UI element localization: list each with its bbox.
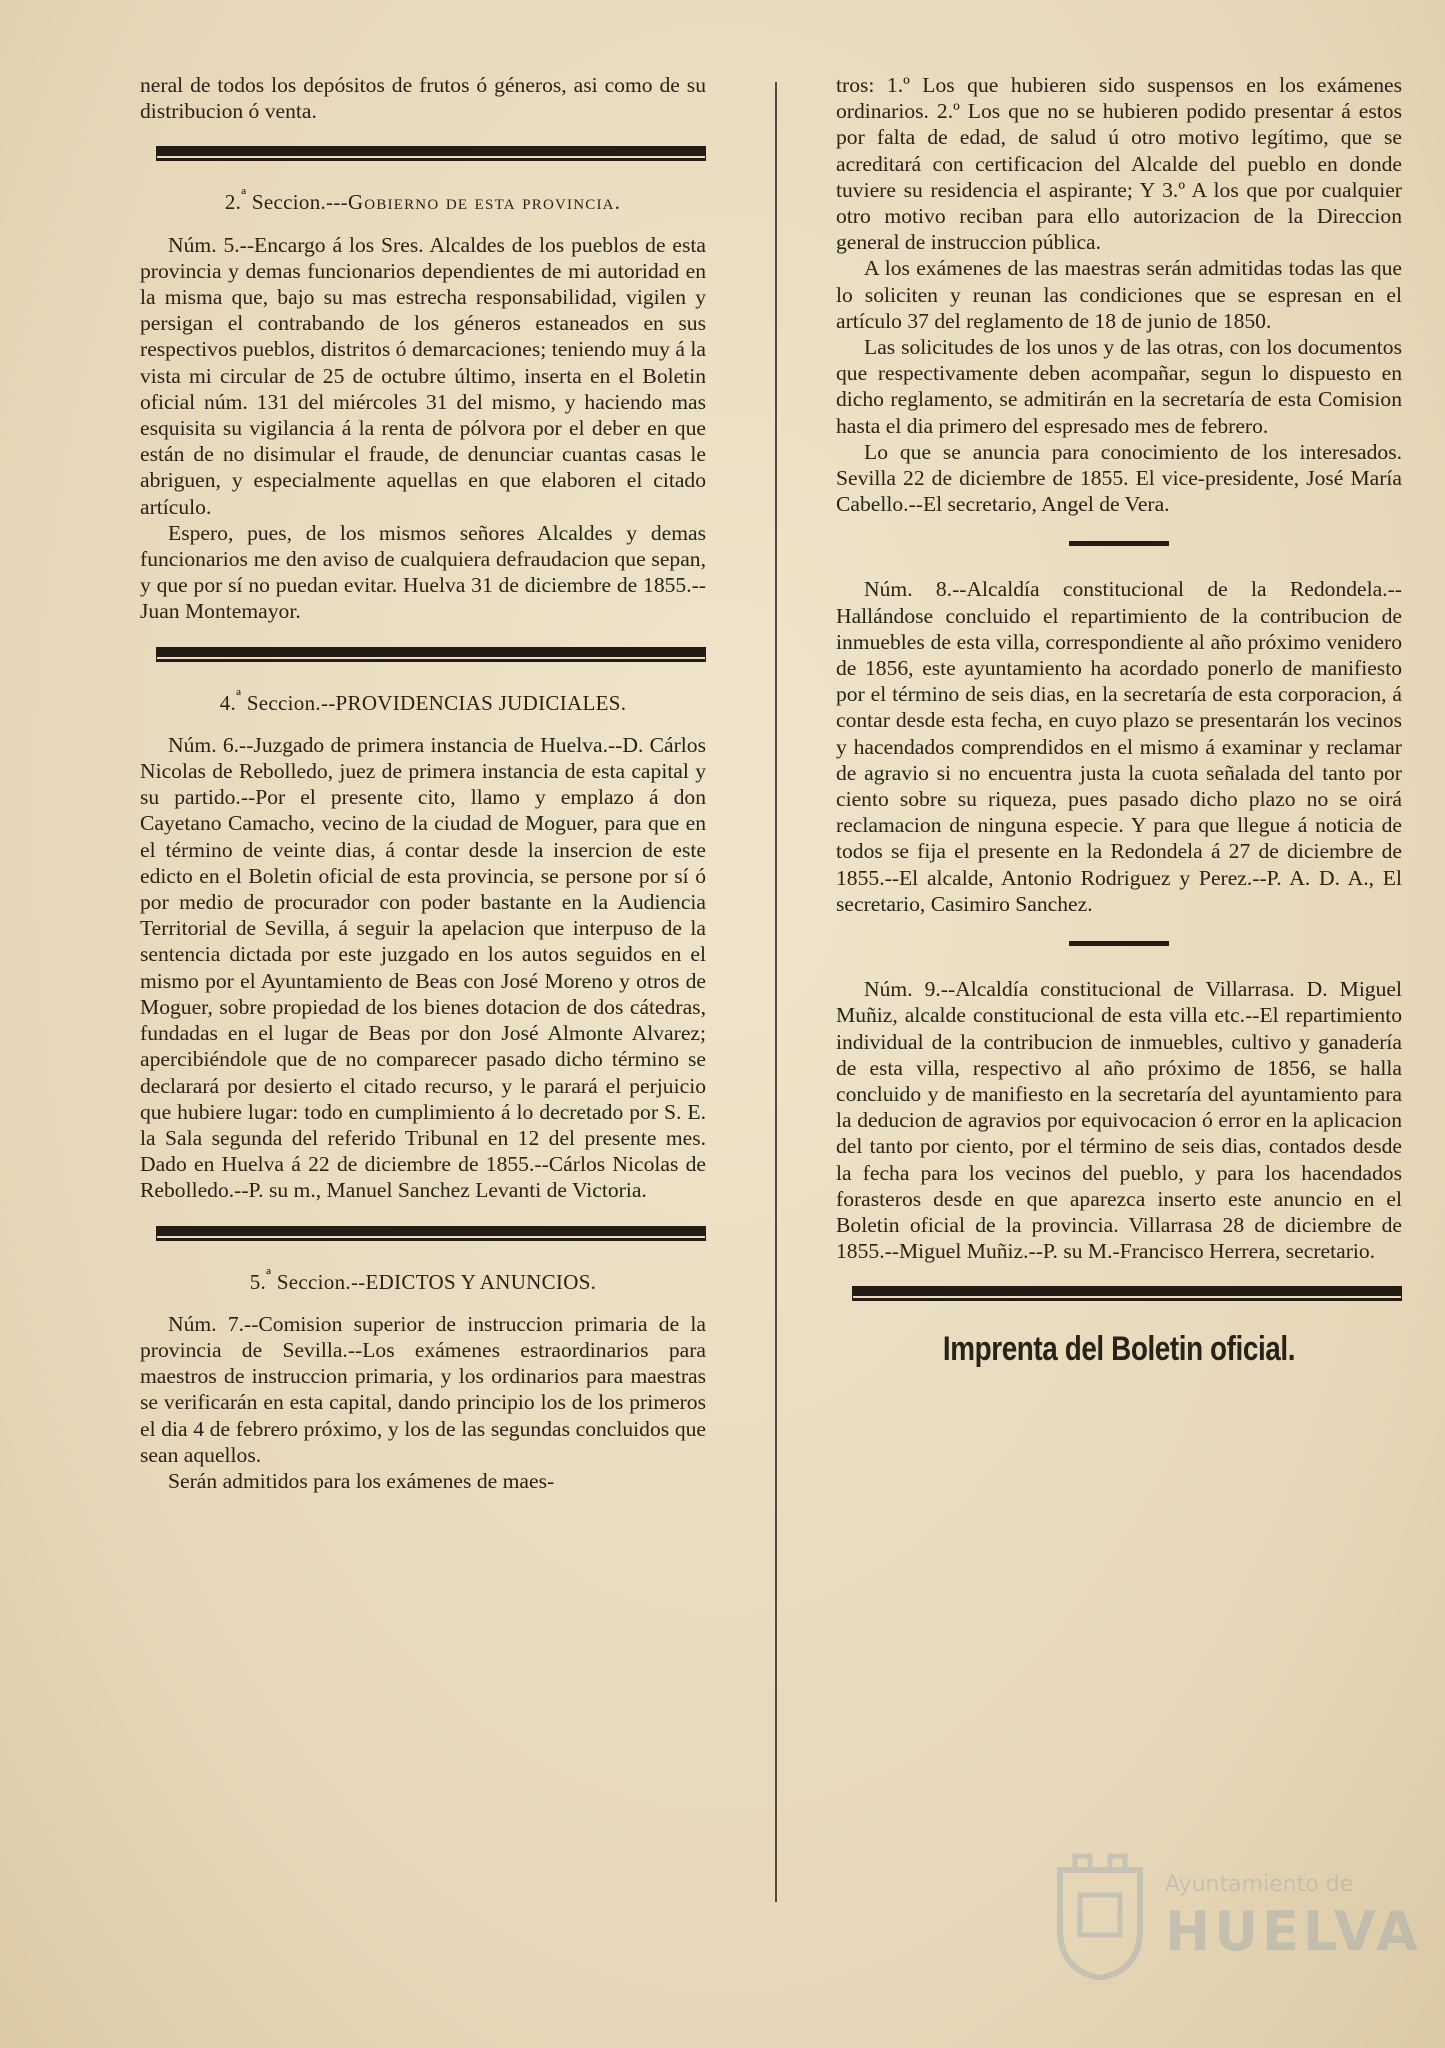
num7-paragraph-2: Serán admitidos para los exámenes de maes- — [168, 1468, 555, 1493]
section-title: EDICTOS Y ANUNCIOS. — [365, 1269, 597, 1294]
section-rule — [156, 146, 706, 156]
num6-paragraph: Núm. 6.--Juzgado de primera instancia de Huelva.--D. Cárlos Nicolas de Rebolledo, juez de primera instancia de esta capital y su partido.--Por el presente cito, llamo y emplazo á don Cayetano Camacho, vecino de la ciudad de Moguer, para que en el término de veinte dias, á contar desde la insercion de este edicto en el Boletin oficial de esta provincia, se persone por sí ó por medio de procurador con poder bastante en la Audiencia Territorial de Sevilla, á seguir la apelacion que interpuso de la sentencia dictada por este juzgado en los autos seguidos en el mismo por el Ayuntamiento de Beas con José Moreno y otros de Moguer, sobre propiedad de los bienes dotacion de dos cátedras, fundadas en el lugar de Beas por don José Almonte Alvarez; apercibiéndole que de no comparecer pasado dicho término se declarará por desierto el citado recurso, y le parará el perjuicio que hubiere lugar: todo en cumplimiento á lo decretado por S. E. la Sala segunda del referido Tribunal en 12 del presente mes. Dado en Huelva á 22 de diciembre de 1855.--Cárlos Nicolas de Rebolledo.--P. su m., Manuel Sanchez Levanti de Victoria. — [140, 732, 706, 1203]
section-rule — [156, 1226, 706, 1236]
section-rule — [852, 1286, 1402, 1296]
section-number: 2. — [224, 190, 242, 215]
num5-paragraph-1: Núm. 5.--Encargo á los Sres. Alcaldes de los pueblos de esta provincia y demas funcionarios dependientes de mi autoridad en la misma que, bajo su mas estrecha responsabilidad, vigilen y persigan el contrabando de los géneros estaneados en sus respectivos pueblos, distritos ó demarcaciones; teniendo muy á la vista mi circular de 25 de octubre último, inserta en el Boletin oficial núm. 131 del miércoles 31 del mismo, y haciendo mas esquisita su vigilancia á la renta de pólvora por el deber en que están de no disimular el fraude, de denunciar cuantas casas le abriguen, y especialmente aquellas en que elaboren el citado artículo. — [140, 232, 706, 519]
num7-paragraph-5: Lo que se anuncia para conocimiento de los interesados. Sevilla 22 de diciembre de 1855. El vice-presidente, José María Cabello.--El secretario, Angel de Vera. — [836, 439, 1402, 517]
section-title: Gobierno de esta provincia. — [347, 190, 622, 215]
section-5-heading: 5.$^ª$ Seccion.--EDICTOS Y ANUNCIOS. — [249, 1264, 597, 1294]
section-label: Seccion.-- — [246, 690, 336, 715]
intro-paragraph: neral de todos los depósitos de frutos ó géneros, asi como de su distribucion ó venta. — [140, 73, 706, 124]
right-column — [836, 72, 1402, 1369]
city-crest-icon — [1050, 1850, 1150, 1980]
watermark — [1050, 1850, 1422, 1990]
num7-paragraph-1: Núm. 7.--Comision superior de instruccion primaria de la provincia de Sevilla.--Los exámenes estraordinarios para maestros de instruccion primaria, y los ordinarios para maestras se verificarán en esta capital, dando principio los de los primeros el dia 4 de febrero próximo, y los de las segundas concluidos que sean aquellos. — [140, 1311, 706, 1467]
num5-paragraph-2: Espero, pues, de los mismos señores Alcaldes y demas funcionarios me den aviso de cualquiera defraudacion que sepan, y que por sí no puedan evitar. Huelva 31 de diciembre de 1855.--Juan Montemayor. — [140, 520, 706, 624]
watermark-line-1: Ayuntamiento de — [1165, 1872, 1354, 1897]
watermark-line-2: HUELVA — [1165, 1900, 1422, 1963]
section-rule — [156, 647, 706, 657]
num9-paragraph: Núm. 9.--Alcaldía constitucional de Villarrasa. D. Miguel Muñiz, alcalde constitucional de esta villa etc.--El repartimiento individual de la contribucion de inmuebles, cultivo y ganadería de esta villa, respectivo al año próximo de 1856, se halla concluido y de manifiesto en la secretaría del ayuntamiento para la deducion de agravios por equivocacion ó error en la aplicacion del tanto por ciento, por el término de seis dias, contados desde la fecha para los vecinos del pueblo, y para los hacendados forasteros desde en que aparezca inserto este anuncio en el Boletin oficial de la provincia. Villarrasa 28 de diciembre de 1855.--Miguel Muñiz.--P. su M.-Francisco Herrera, secretario. — [836, 977, 1402, 1264]
separator-rule — [1069, 541, 1169, 546]
section-label: Seccion.-- — [276, 1269, 366, 1294]
left-column — [140, 72, 706, 1494]
section-4-heading: 4.$^ª$ Seccion.--PROVIDENCIAS JUDICIALES. — [219, 685, 627, 715]
section-title: PROVIDENCIAS JUDICIALES. — [335, 690, 627, 715]
num7-continuation: tros: 1.º Los que hubieren sido suspensos en los exámenes ordinarios. 2.º Los que no se hubieren podido presentar á estos por falta de edad, de salud ú otro motivo legítimo, que se acreditará con certificacion del Alcalde del pueblo en donde tuviere su residencia el aspirante; Y 3.º A los que por cualquier otro motivo reciban para ello autorizacion de la Direccion general de instruccion pública. — [836, 73, 1402, 255]
num8-paragraph: Núm. 8.--Alcaldía constitucional de la Redondela.--Hallándose concluido el repartimiento de la contribucion de inmuebles de esta villa, correspondiente al año próximo venidero de 1856, este ayuntamiento ha acordado ponerlo de manifiesto por el término de seis dias, en la secretaría de esta corporacion, á contar desde esta fecha, en cuyo plazo se presentarán los vecinos y hacendados comprendidos en el mismo á examinar y reclamar de agravio si no encuentra justa la cuota señalada del tanto por ciento sobre su riqueza, pues pasado dicho plazo no se oirá reclamacion de ninguna especie. Y para que llegue á noticia de todos se fija el presente en la Redondela á 27 de diciembre de 1855.--El alcalde, Antonio Rodriguez y Perez.--P. A. D. A., El secretario, Casimiro Sanchez. — [836, 577, 1402, 916]
section-label: Seccion.--- — [251, 190, 348, 215]
separator-rule — [1069, 941, 1169, 946]
num7-paragraph-4: Las solicitudes de los unos y de las otras, con los documentos que respectivamente deben acompañar, segun lo dispuesto en dicho reglamento, se admitirán en la secretaría de esta Comision hasta el dia primero del espresado mes de febrero. — [836, 335, 1402, 438]
num7-paragraph-3: A los exámenes de las maestras serán admitidas todas las que lo soliciten y reunan las condiciones que se espresan en el artículo 37 del reglamento de 18 de junio de 1850. — [836, 256, 1402, 333]
section-number: 4. — [219, 690, 237, 715]
printer-imprint: Imprenta del Boletin oficial. — [942, 1330, 1296, 1369]
section-2-heading: 2.$^ª$ Seccion.---Gobierno de esta provincia. — [224, 185, 622, 215]
column-divider — [775, 82, 777, 1902]
section-number: 5. — [249, 1269, 267, 1294]
